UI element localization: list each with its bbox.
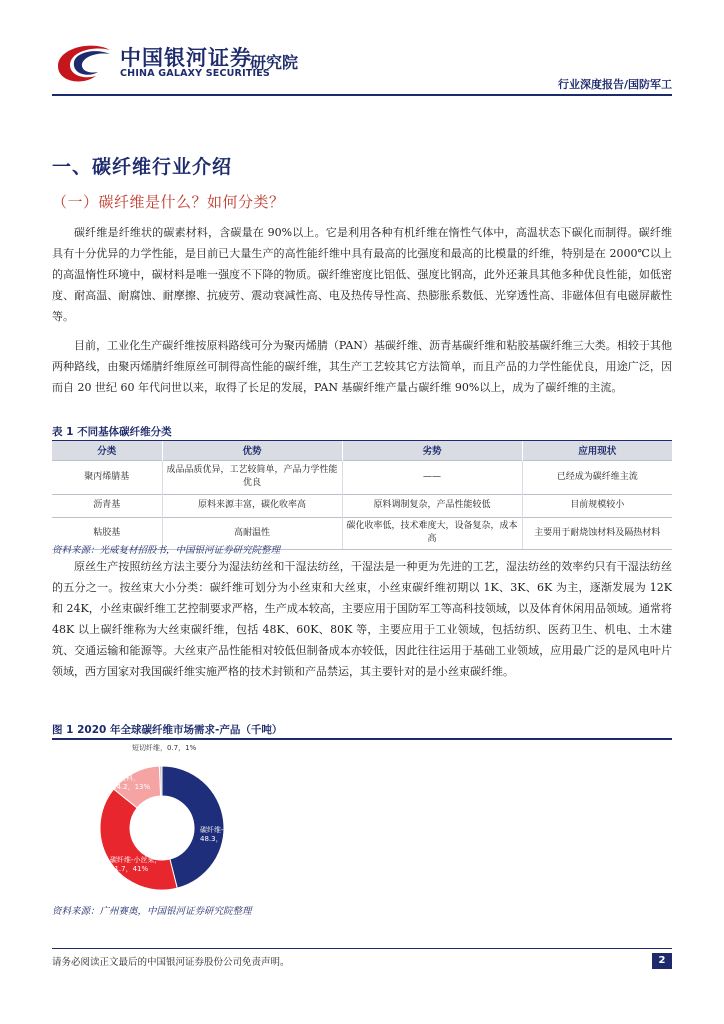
galaxy-logo-icon — [52, 38, 114, 84]
table-cell: 沥青基 — [52, 494, 162, 517]
table-source: 资料来源：光威复材招股书，中国银河证券研究院整理 — [52, 545, 281, 556]
pie-label-4: 短切纤维，0.7，1% — [132, 744, 197, 752]
table-cell: 原料调制复杂，产品性能较低 — [342, 494, 522, 517]
figure-caption: 图 1 2020 年全球碳纤维市场需求-产品（千吨） — [52, 724, 283, 736]
fiber-classification-table — [52, 441, 672, 550]
research-dept: 研究院 — [250, 53, 299, 72]
paragraph-intro: 碳纤维是纤维状的碳素材料，含碳量在 90%以上。它是利用各种有机纤维在惰性气体中，高温状态下碳化而制得。碳纤维具有十分优异的力学性能，是目前已大量生产的高性能纤维中具有最高的比强度和最高的比模量的纤维，特别是在 2000℃以上的高温惰性环境中，碳材料是唯一强度不下降的物质。碳纤维密度比铝低、强度比钢高，此外还兼具其他多种优良性能，如低密度、耐高温、耐腐蚀、耐摩擦、抗疲劳、震动衰减性高、电及热传导性高、热膨胀系数低、光穿透性高、非磁体但有电磁屏蔽性等。 — [52, 226, 672, 323]
table-cell: 粘胶基 — [52, 517, 162, 549]
table-header-cell: 劣势 — [342, 441, 522, 460]
table-cell: 目前规模较小 — [522, 494, 672, 517]
page-number: 2 — [652, 953, 672, 969]
section-title: 一、碳纤维行业介绍 — [52, 156, 233, 178]
report-type: 行业深度报告/国防军工 — [557, 78, 672, 91]
table-cell: 聚丙烯腈基 — [52, 460, 162, 494]
table-header-cell: 优势 — [162, 441, 342, 460]
header-divider — [52, 94, 672, 96]
footer-divider — [52, 948, 672, 949]
brand-name-cn: 中国银河证券 — [120, 46, 252, 70]
paragraph-spinning: 原丝生产按照纺丝方法主要分为湿法纺丝和干湿法纺丝，干湿法是一种更为先进的工艺，湿法纺丝的效率约只有干湿法纺丝的五分之一。按丝束大小分类：碳纤维可划分为小丝束和大丝束，小丝束碳纤维初期以 1K、3K、6K 为主，逐渐发展为 12K 和 24K，小丝束碳纤维工艺控制要求严格，生产成本较高，主要应用于国防军工等高科技领域，以及体育休闲用品领域。通常将 48K 以上碳纤维称为大丝束碳纤维，包括 48K、60K、80K 等，主要应用于工业领域，包括纺织、医药卫生、机电、土木建筑、交通运输和能源等。大丝束产品性能相对较低但制备成本亦较低，因此往往运用于基础工业领域，应用最广泛的是风电叶片领域，西方国家对我国碳纤维实施严格的技术封锁和产品禁运，其主要针对的是小丝束碳纤维。 — [52, 560, 672, 678]
table-cell: —— — [342, 460, 522, 494]
disclaimer: 请务必阅读正文最后的中国银河证券股份公司免责声明。 — [52, 957, 290, 968]
table-caption: 表 1 不同基体碳纤维分类 — [52, 426, 172, 438]
table-cell: 已经成为碳纤维主流 — [522, 460, 672, 494]
figure-source: 资料来源：广州赛奥，中国银河证券研究院整理 — [52, 906, 252, 917]
table-cell: 高耐温性 — [162, 517, 342, 549]
page-header — [0, 0, 724, 100]
pie-label-3: 预浸料， 14.2，13% — [112, 774, 151, 791]
table-cell: 主要用于耐烧蚀材料及隔热材料 — [522, 517, 672, 549]
donut-chart — [52, 740, 312, 900]
table-cell: 碳化收率低，技术难度大，设备复杂，成本高 — [342, 517, 522, 549]
pie-label-2: 碳纤维-小丝束， 41.7，41% — [110, 856, 162, 873]
section-subtitle: （一）碳纤维是什么？如何分类？ — [52, 193, 285, 211]
table-cell: 成品品质优异，工艺较简单，产品力学性能优良 — [162, 460, 342, 494]
pie-label-1: 碳纤维-大丝束， 48.3，45% — [200, 826, 252, 843]
paragraph-classification: 目前，工业化生产碳纤维按原料路线可分为聚丙烯腈（PAN）基碳纤维、沥青基碳纤维和粘胶基碳纤维三大类。相较于其他两种路线，由聚丙烯腈纤维原丝可制得高性能的碳纤维，其生产工艺较其它方法简单，而且产品的力学性能优良，用途广泛，因而自 20 世纪 60 年代问世以来，取得了长足的发展，PAN 基碳纤维产量占碳纤维 90%以上，成为了碳纤维的主流。 — [52, 339, 672, 394]
table-row — [52, 494, 672, 517]
table-header-row — [52, 441, 672, 460]
table-header-cell: 分类 — [52, 441, 162, 460]
brand-name-en: CHINA GALAXY SECURITIES — [120, 68, 270, 79]
table-header-cell: 应用现状 — [522, 441, 672, 460]
table-cell: 原料来源丰富，碳化收率高 — [162, 494, 342, 517]
table-row — [52, 460, 672, 494]
